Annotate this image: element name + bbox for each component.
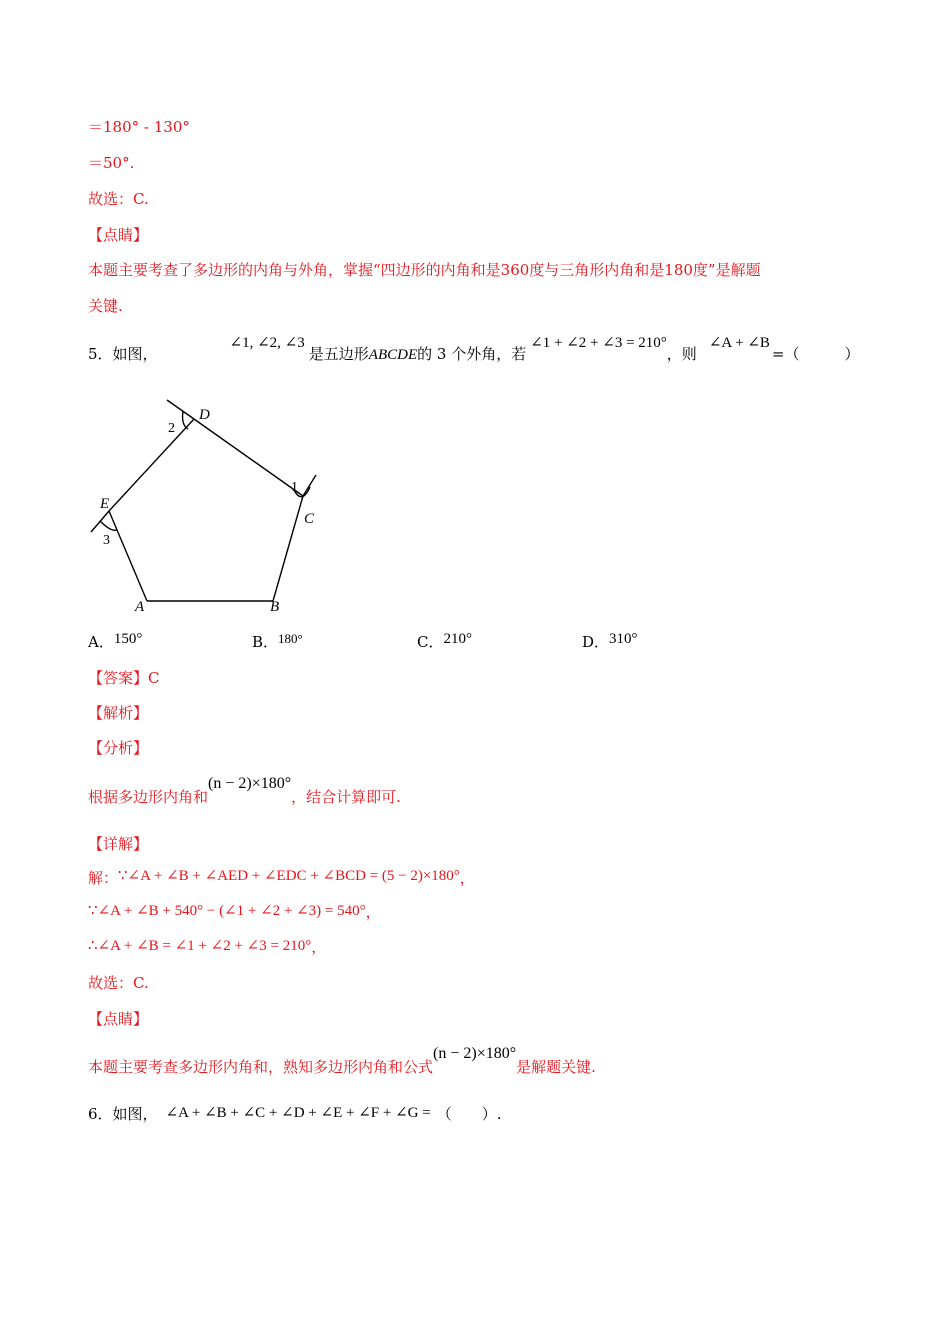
option-d-letter: D．: [582, 633, 610, 651]
q5-fenxi-label: 【分析】: [88, 739, 149, 757]
q5-angles-math: ∠1, ∠2, ∠3: [229, 335, 305, 351]
q5-condition-math: ∠1 + ∠2 + ∠3 = 210°: [530, 335, 667, 351]
detail-line-2-math: ∵∠A + ∠B + 540° − (∠1 + ∠2 + ∠3) = 540°: [88, 903, 366, 919]
label-c: C: [304, 511, 315, 527]
q5-analysis-label: 【解析】: [88, 704, 149, 722]
option-c-letter: C．: [417, 633, 444, 651]
q6-stem: [88, 1104, 501, 1125]
side-cd: [194, 419, 303, 496]
extension-bc: [303, 475, 316, 496]
detail-line-1-prefix: 解：: [88, 869, 119, 887]
detail-line-1-suffix: ，: [459, 869, 475, 887]
fenxi-text-2: ，结合计算即可.: [291, 788, 401, 806]
fenxi-text-1: 根据多边形内角和: [88, 788, 209, 806]
prev-tip-text-1: 本题主要考查了多边形的内角与外角，掌握“四边形的内角和是360度与三角形内角和是180度”是解题: [88, 261, 761, 279]
q5-number: 5．如图，: [88, 345, 158, 363]
q5-stem: [88, 335, 860, 365]
option-d-value: 310°: [609, 631, 638, 647]
option-c-value: 210°: [443, 631, 472, 647]
q5-polygon-name: ABCDE: [368, 347, 418, 363]
option-a-letter: A．: [88, 633, 114, 651]
q6-text: （ ）.: [436, 1105, 502, 1123]
q5-detail-label: 【详解】: [88, 835, 149, 853]
side-de: [109, 419, 194, 511]
q6-expr-math: ∠A + ∠B + ∠C + ∠D + ∠E + ∠F + ∠G =: [165, 1105, 431, 1121]
prev-tip-text-2: 关键.: [88, 297, 123, 315]
q5-tip-text: [88, 1045, 596, 1078]
detail-line-1-math: ∵∠A + ∠B + ∠AED + ∠EDC + ∠BCD = (5 − 2)×180°: [118, 868, 460, 884]
label-d: D: [199, 407, 210, 423]
q5-text-2: 的 3 个外角，若: [417, 345, 527, 363]
q5-option-d: [582, 632, 638, 653]
q5-detail-line-3: [88, 937, 326, 958]
q5-ask-math: ∠A + ∠B: [708, 335, 770, 351]
q5-detail-line-1: [88, 868, 475, 889]
label-angle-2: 2: [168, 421, 175, 436]
option-b-letter: B．: [252, 633, 279, 651]
q5-option-a: [88, 632, 142, 653]
tip-text-2: 是解题关键.: [516, 1058, 596, 1076]
q5-choice: 故选：C.: [88, 974, 149, 992]
q5-pentagon-figure: [80, 385, 340, 625]
option-a-value: 150°: [113, 631, 143, 647]
q5-text-3: ，则: [666, 345, 697, 363]
q6-number: 6．如图，: [88, 1105, 158, 1123]
prev-choice: 故选：C.: [88, 190, 149, 208]
extension-cd: [167, 400, 194, 419]
label-angle-3: 3: [103, 533, 110, 548]
q5-text-1: 是五边形: [308, 345, 369, 363]
tip-math: (n − 2)×180°: [433, 1045, 517, 1062]
prev-tip-label: 【点睛】: [88, 226, 149, 244]
detail-line-3-suffix: ，: [311, 938, 327, 956]
prev-solution-line-2: ＝50°.: [88, 154, 135, 172]
option-b-value: 180°: [278, 631, 303, 646]
label-angle-1: 1: [291, 480, 298, 495]
q5-answer: 【答案】C: [88, 669, 160, 687]
q5-tip-label: 【点睛】: [88, 1010, 149, 1028]
q5-detail-line-2: [88, 902, 381, 923]
q5-option-c: [417, 632, 472, 653]
q5-option-b: [252, 632, 303, 653]
detail-line-3-math: ∴∠A + ∠B = ∠1 + ∠2 + ∠3 = 210°: [88, 938, 312, 954]
label-b: B: [270, 599, 280, 615]
fenxi-math: (n − 2)×180°: [208, 775, 292, 792]
q5-text-4: =（ ）: [771, 345, 860, 363]
q5-fenxi-text: [88, 775, 401, 808]
side-ea: [109, 511, 147, 601]
prev-solution-line-1: ＝180° - 130°: [88, 118, 190, 136]
label-e: E: [100, 496, 110, 512]
tip-text-1: 本题主要考查多边形内角和，熟知多边形内角和公式: [88, 1058, 434, 1076]
label-a: A: [135, 599, 145, 615]
side-bc: [273, 496, 303, 601]
detail-line-2-suffix: ，: [365, 903, 381, 921]
